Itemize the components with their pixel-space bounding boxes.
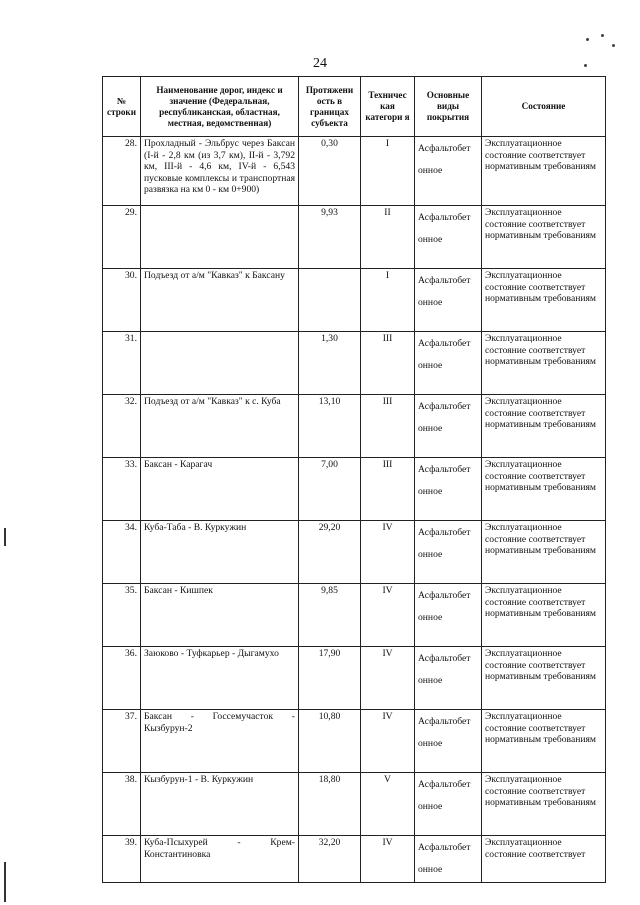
road-category: I xyxy=(361,137,415,206)
table-row xyxy=(103,836,606,883)
road-surface: Асфальтобет онное xyxy=(415,332,482,395)
header-state: Состояние xyxy=(482,77,606,137)
table-row xyxy=(103,647,606,710)
header-surface: Основные виды покрытия xyxy=(415,77,482,137)
road-surface: Асфальтобет онное xyxy=(415,836,482,883)
row-number: 37. xyxy=(103,710,141,773)
road-category: II xyxy=(361,206,415,269)
road-state: Эксплуатационное состояние соответствует нормативным требованиям xyxy=(482,521,606,584)
scan-speck xyxy=(586,38,589,41)
road-name xyxy=(141,332,299,395)
table-row xyxy=(103,458,606,521)
road-surface: Асфальтобет онное xyxy=(415,137,482,206)
road-state: Эксплуатационное состояние соответствует нормативным требованиям xyxy=(482,773,606,836)
road-state: Эксплуатационное состояние соответствует нормативным требованиям xyxy=(482,206,606,269)
page-number: 24 xyxy=(313,56,327,71)
row-number: 32. xyxy=(103,395,141,458)
table-row xyxy=(103,710,606,773)
row-number: 28. xyxy=(103,137,141,206)
table-row xyxy=(103,137,606,206)
road-name xyxy=(141,206,299,269)
road-category: III xyxy=(361,458,415,521)
road-length: 13,10 xyxy=(299,395,361,458)
road-name: Подъезд от а/м "Кавказ" к с. Куба xyxy=(141,395,299,458)
road-name: Баксан - Госсемучасток - Кызбурун-2 xyxy=(141,710,299,773)
row-number: 35. xyxy=(103,584,141,647)
road-category: III xyxy=(361,332,415,395)
header-length: Протяжени ость в границах субъекта xyxy=(299,77,361,137)
road-length: 7,00 xyxy=(299,458,361,521)
road-name: Кызбурун-1 - В. Куркужин xyxy=(141,773,299,836)
scan-margin-mark xyxy=(4,862,6,902)
table-row xyxy=(103,395,606,458)
road-surface: Асфальтобет онное xyxy=(415,647,482,710)
table-row xyxy=(103,521,606,584)
road-name: Баксан - Кишпек xyxy=(141,584,299,647)
road-state: Эксплуатационное состояние соответствует нормативным требованиям xyxy=(482,395,606,458)
scan-speck xyxy=(612,44,615,47)
road-name: Заюково - Туфкарьер - Дыгамухо xyxy=(141,647,299,710)
table-header-row xyxy=(103,77,606,137)
road-state: Эксплуатационное состояние соответствует нормативным требованиям xyxy=(482,647,606,710)
road-category: IV xyxy=(361,836,415,883)
road-state: Эксплуатационное состояние соответствует нормативным требованиям xyxy=(482,137,606,206)
row-number: 33. xyxy=(103,458,141,521)
header-category: Техничес кая категори я xyxy=(361,77,415,137)
road-length xyxy=(299,269,361,332)
header-road-name: Наименование дорог, индекс и значение (Федеральная, республиканская, областная, местная, ведомственная) xyxy=(141,77,299,137)
row-number: 39. xyxy=(103,836,141,883)
road-length: 32,20 xyxy=(299,836,361,883)
road-length: 9,85 xyxy=(299,584,361,647)
header-row-number: № строки xyxy=(103,77,141,137)
road-name: Прохладный - Эльбрус через Баксан (I-й - 2,8 км (из 3,7 км), II-й - 3,792 км, III-й - 4,6 км, IV-й - 6,543 пусковые комплексы и транспортная развязка на км 0 - км 0+900) xyxy=(141,137,299,206)
table-row xyxy=(103,332,606,395)
table-row xyxy=(103,584,606,647)
road-length: 17,90 xyxy=(299,647,361,710)
road-length: 18,80 xyxy=(299,773,361,836)
road-category: I xyxy=(361,269,415,332)
road-surface: Асфальтобет онное xyxy=(415,710,482,773)
road-length: 29,20 xyxy=(299,521,361,584)
table-row xyxy=(103,206,606,269)
row-number: 36. xyxy=(103,647,141,710)
scan-speck xyxy=(601,34,604,37)
road-name: Баксан - Карагач xyxy=(141,458,299,521)
road-surface: Асфальтобет онное xyxy=(415,521,482,584)
row-number: 38. xyxy=(103,773,141,836)
road-category: III xyxy=(361,395,415,458)
road-state: Эксплуатационное состояние соответствует нормативным требованиям xyxy=(482,710,606,773)
road-length: 10,80 xyxy=(299,710,361,773)
road-state: Эксплуатационное состояние соответствует xyxy=(482,836,606,883)
road-name: Куба-Псыхурей - Крем-Константиновка xyxy=(141,836,299,883)
road-category: IV xyxy=(361,521,415,584)
road-surface: Асфальтобет онное xyxy=(415,206,482,269)
row-number: 31. xyxy=(103,332,141,395)
road-length: 1,30 xyxy=(299,332,361,395)
row-number: 34. xyxy=(103,521,141,584)
row-number: 29. xyxy=(103,206,141,269)
road-state: Эксплуатационное состояние соответствует нормативным требованиям xyxy=(482,458,606,521)
road-name: Подъезд от а/м "Кавказ" к Баксану xyxy=(141,269,299,332)
row-number: 30. xyxy=(103,269,141,332)
road-state: Эксплуатационное состояние соответствует нормативным требованиям xyxy=(482,269,606,332)
road-surface: Асфальтобет онное xyxy=(415,395,482,458)
road-state: Эксплуатационное состояние соответствует нормативным требованиям xyxy=(482,332,606,395)
road-surface: Асфальтобет онное xyxy=(415,458,482,521)
road-length: 9,93 xyxy=(299,206,361,269)
table-row xyxy=(103,773,606,836)
road-surface: Асфальтобет онное xyxy=(415,269,482,332)
road-category: V xyxy=(361,773,415,836)
road-surface: Асфальтобет онное xyxy=(415,773,482,836)
road-surface: Асфальтобет онное xyxy=(415,584,482,647)
road-state: Эксплуатационное состояние соответствует нормативным требованиям xyxy=(482,584,606,647)
road-name: Куба-Таба - В. Куркужин xyxy=(141,521,299,584)
road-category: IV xyxy=(361,710,415,773)
scan-margin-mark xyxy=(4,528,6,546)
road-category: IV xyxy=(361,647,415,710)
road-category: IV xyxy=(361,584,415,647)
table-row xyxy=(103,269,606,332)
scan-speck xyxy=(584,64,587,67)
road-length: 0,30 xyxy=(299,137,361,206)
roads-table xyxy=(102,76,606,883)
